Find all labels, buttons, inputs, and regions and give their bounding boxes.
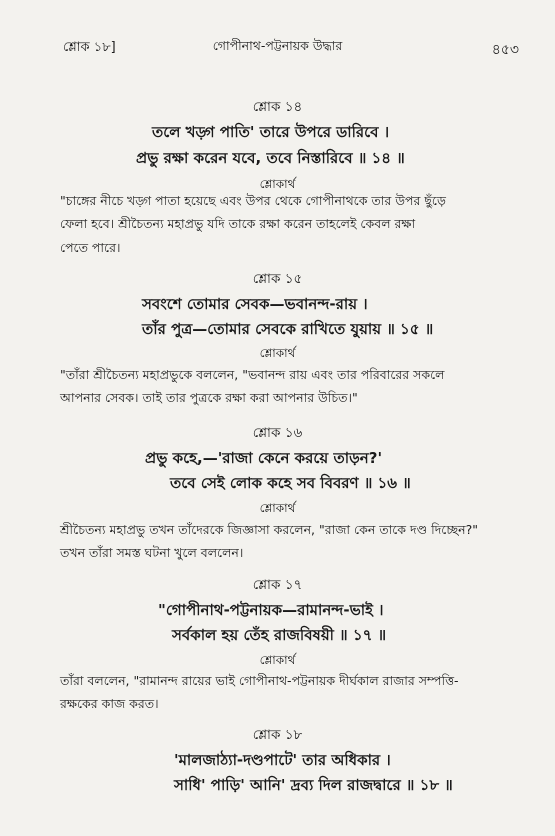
verse-line: প্রভু কহে,—'রাজা কেনে করয়ে তাড়ন?' [145,449,383,467]
verse-heading: শ্লোক ১৭ [252,577,303,593]
verse-line: তলে খড়্গ পাতি' তারে উপরে ডারিবে । [152,123,390,141]
translation-line: রক্ষকের কাজ করত। [60,696,159,711]
verse-heading: শ্লোক ১৪ [252,99,303,115]
verse-heading: শ্লোক ১৮ [252,727,303,743]
translation-line: "চাঙ্গের নীচে খড়্গ পাতা হয়েছে এবং উপর থেকে গোপীনাথকে তার উপর ছুঁড়ে [60,193,446,208]
verse-line: সর্বকাল হয় তেঁহ রাজবিষয়ী ॥ ১৭ ॥ [172,626,387,644]
verse-line: সাধি' পাড়ি' আনি' দ্রব্য দিল রাজদ্বারে ॥ ১৮ ॥ [174,776,453,794]
verse-line: সবংশে তোমার সেবক—ভবানন্দ-রায় । [142,295,368,313]
translation-label: শ্লোকার্থ [259,653,296,667]
verse-line: তবে সেই লোক কহে সব বিবরণ ॥ ১৬ ॥ [170,474,411,492]
translation-line: শ্রীচৈতন্য মহাপ্রভু তখন তাঁদেরকে জিজ্ঞাসা করলেন, "রাজা কেন তাকে দণ্ড দিচ্ছেন?" [60,522,479,537]
verse-line: 'মালজাঠ্যা-দণ্ডপাটে' তার অধিকার । [174,751,391,769]
verse-line: প্রভু রক্ষা করেন যবে, তবে নিস্তারিবে ॥ ১৪ ॥ [136,149,405,167]
translation-line: ফেলা হবে। শ্রীচৈতন্য মহাপ্রভু যদি তাকে রক্ষা করেন তাহলেই কেবল রক্ষা [60,216,416,231]
translation-line: পেতে পারে। [60,240,121,255]
verse-line: "গোপীনাথ-পট্টনায়ক—রামানন্দ-ভাই । [158,601,384,619]
translation-label: শ্লোকার্থ [259,177,296,191]
page-number: ৪৫৩ [491,42,519,58]
verse-heading: শ্লোক ১৬ [252,425,303,441]
translation-line: তখন তাঁরা সমস্ত ঘটনা খুলে বললেন। [60,545,244,560]
running-header-verse: শ্লোক ১৮] [63,40,116,55]
running-header-title: গোপীনাথ-পট্টনায়ক উদ্ধার [212,38,343,53]
translation-label: শ্লোকার্থ [259,346,296,360]
translation-line: আপনার সেবক। তাই তার পুত্রকে রক্ষা করা আপনার উচিত।" [60,390,358,405]
translation-line: "তাঁরা শ্রীচৈতন্য মহাপ্রভুকে বললেন, "ভবানন্দ রায় এবং তার পরিবারের সকলে [60,367,445,382]
translation-label: শ্লোকার্থ [259,501,296,515]
verse-line: তাঁর পুত্র—তোমার সেবকে রাখিতে যুয়ায় ॥ ১৫ ॥ [142,320,434,338]
translation-line: তাঁরা বললেন, "রামানন্দ রায়ের ভাই গোপীনাথ-পট্টনায়ক দীর্ঘকাল রাজার সম্পত্তি- [60,673,459,688]
verse-heading: শ্লোক ১৫ [252,271,303,287]
